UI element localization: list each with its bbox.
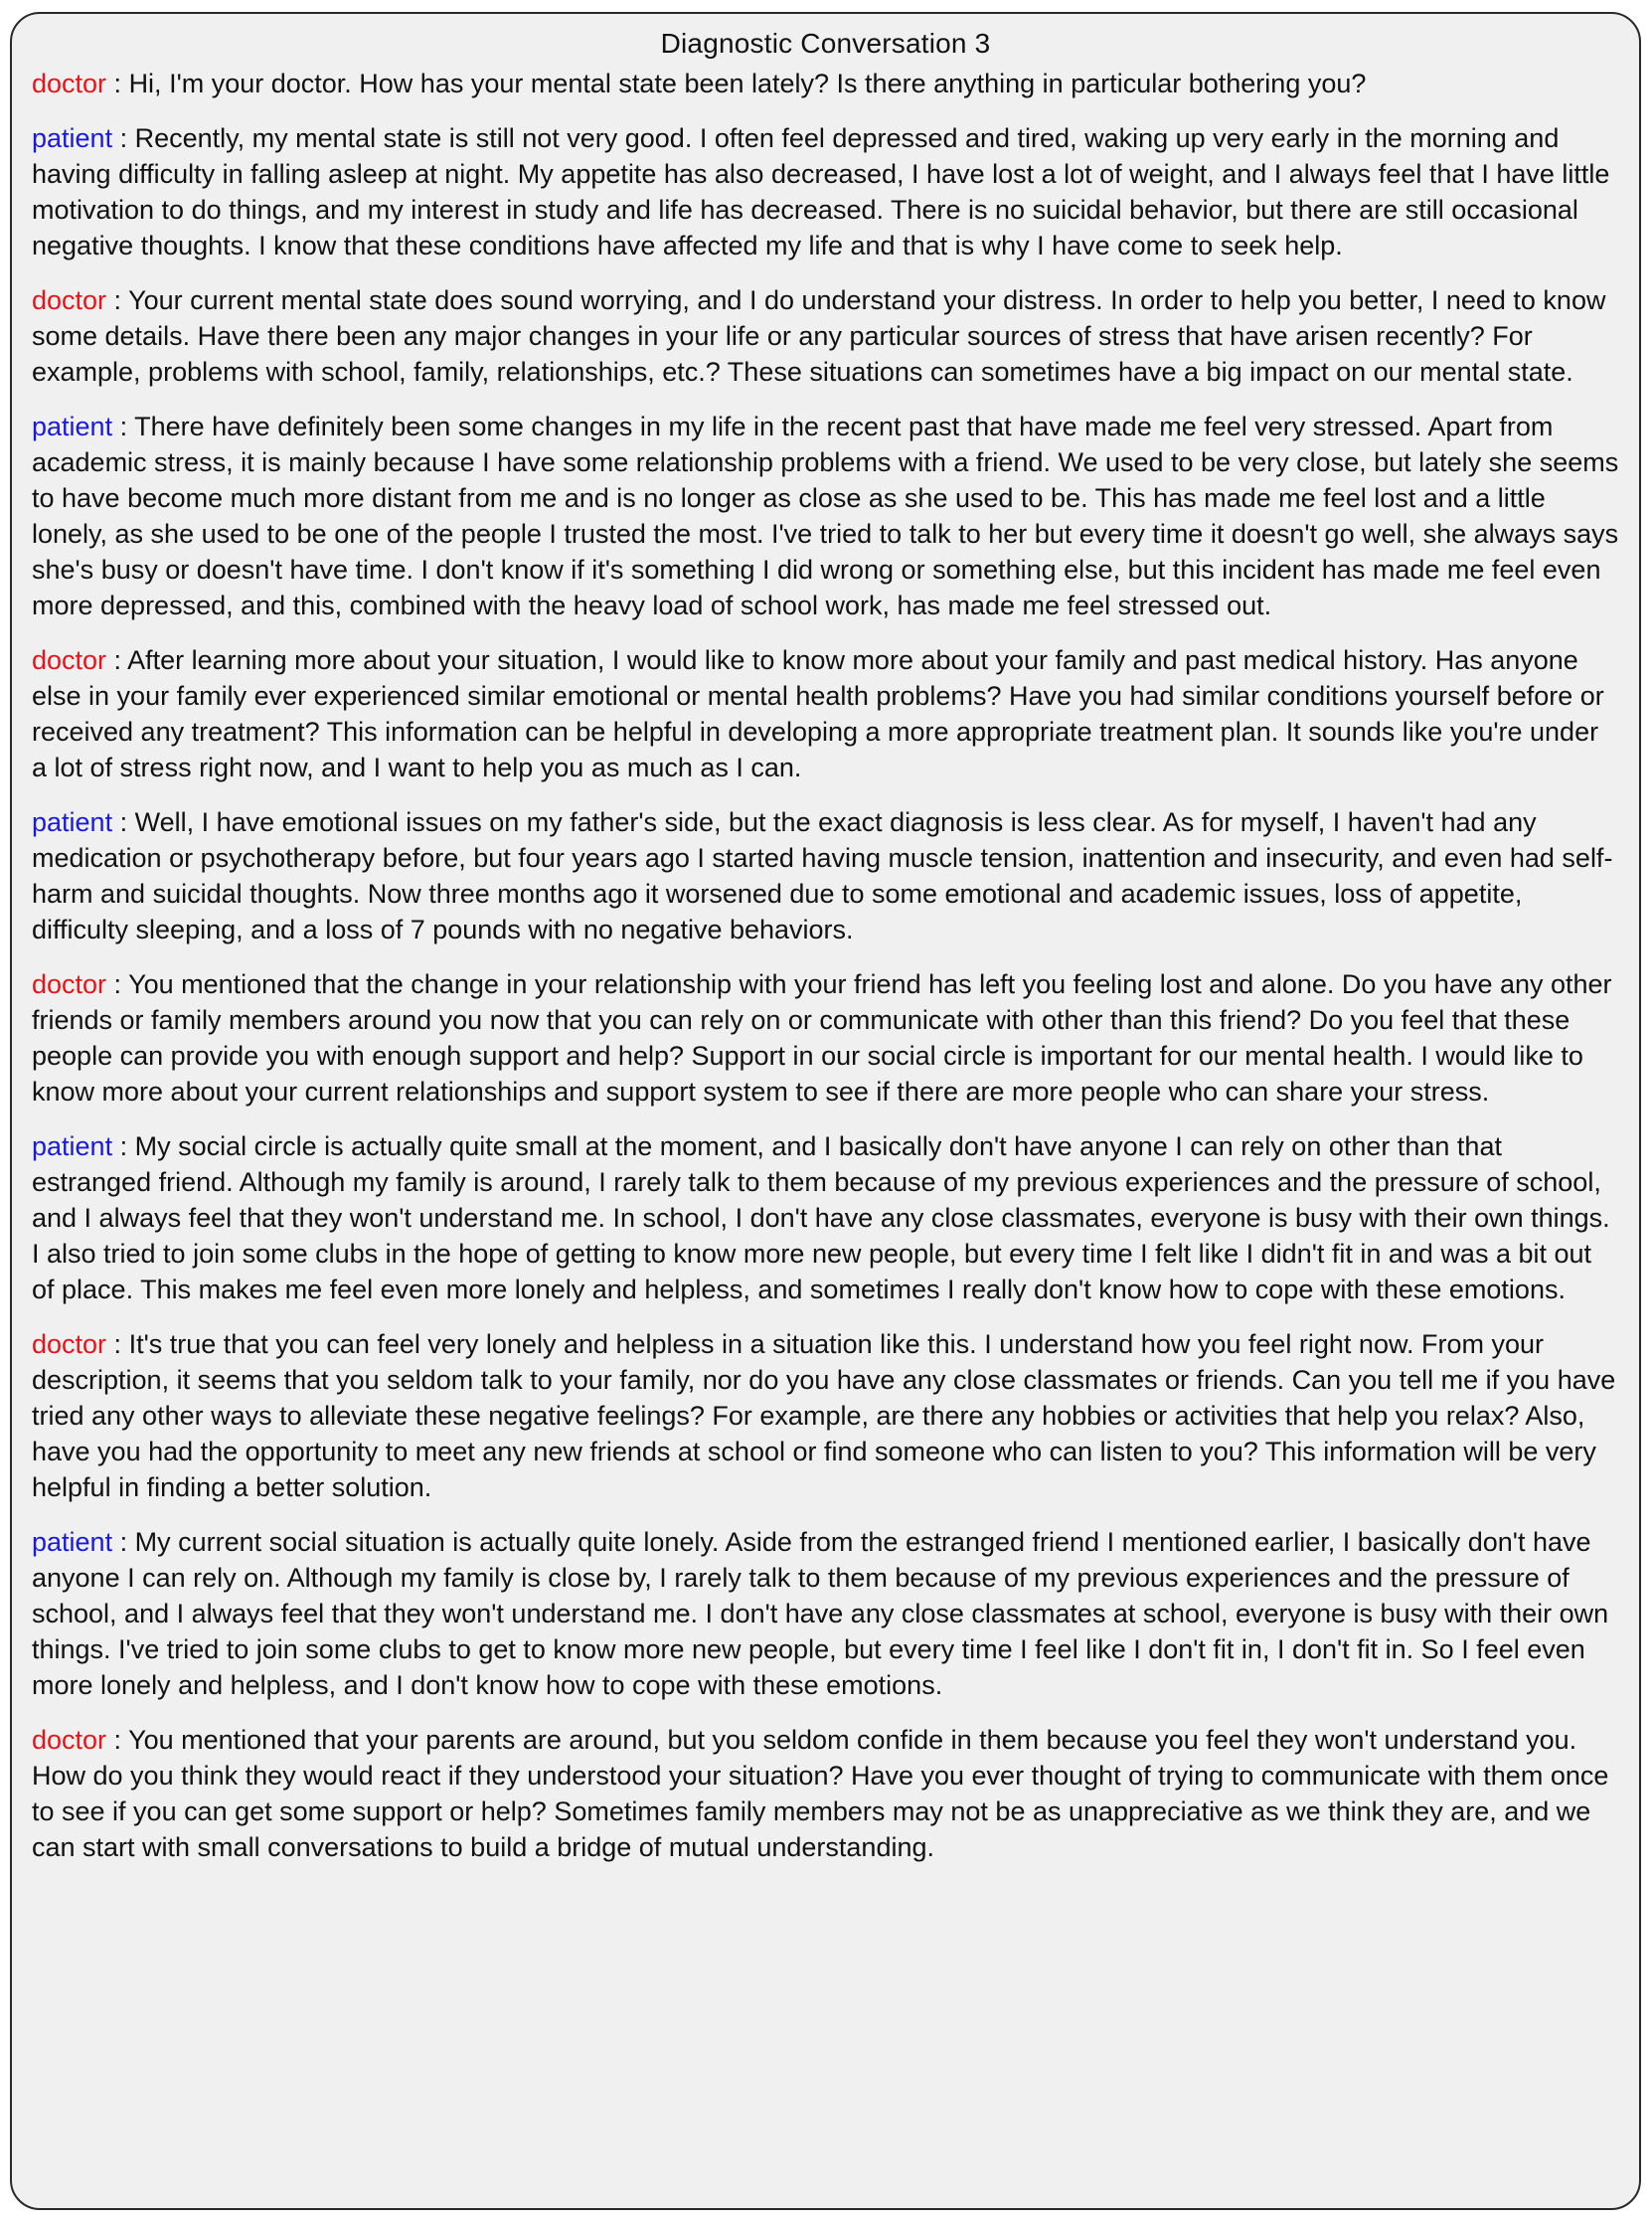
message-text: My social circle is actually quite small at the moment, and I basically don't have anyone I can rely on other than that estranged friend. Although my family is around, I rarely talk to them because of my previous experiences and the pressure of school, and I always feel that they won't understand me. In school, I don't have any close classmates, everyone is busy with their own things. I also tried to join some clubs in the hope of getting to know more new people, but every time I felt like I didn't fit in and was a bit out of place. This makes me feel even more lonely and helpless, and sometimes I really don't know how to cope with these emotions. [32,1131,1610,1304]
speaker-separator: : [112,1131,135,1161]
speaker-separator: : [112,123,135,153]
speaker-separator: : [106,969,129,999]
message-doctor [32,282,1619,390]
speaker-separator: : [106,285,129,315]
message-doctor [32,1722,1619,1865]
speaker-label: doctor [32,69,107,98]
speaker-label: doctor [32,285,107,315]
speaker-separator: : [106,645,128,675]
message-text: After learning more about your situation, I would like to know more about your family and past medical history. Has anyone else in your family ever experienced similar emotional or mental health problems? Have you had similar conditions yourself before or received any treatment? This information can be helpful in developing a more appropriate treatment plan. It sounds like you're under a lot of stress right now, and I want to help you as much as I can. [32,645,1604,782]
message-text: You mentioned that your parents are around, but you seldom confide in them because you feel they won't understand you. How do you think they would react if they understood your situation? Have you ever thought of trying to communicate with them once to see if you can get some support or help? Sometimes family members may not be as unappreciative as we think they are, and we can start with small conversations to build a bridge of mutual understanding. [32,1725,1609,1862]
speaker-separator: : [112,412,135,441]
message-patient [32,1524,1619,1703]
page-title: Diagnostic Conversation 3 [660,28,991,59]
message-text: My current social situation is actually quite lonely. Aside from the estranged friend I mentioned earlier, I basically don't have anyone I can rely on. Although my family is close by, I rarely talk to them because of my previous experiences and the pressure of school, and I always feel that they won't understand me. I don't have any close classmates at school, everyone is busy with their own things. I've tried to join some clubs to get to know more new people, but every time I feel like I don't fit in, I don't fit in. So I feel even more lonely and helpless, and I don't know how to cope with these emotions. [32,1527,1609,1700]
speaker-label: doctor [32,1725,107,1755]
speaker-label: doctor [32,969,107,999]
message-text: Well, I have emotional issues on my father's side, but the exact diagnosis is less clear. As for myself, I haven't had any medication or psychotherapy before, but four years ago I started having muscle tension, inattention and insecurity, and even had self-harm and suicidal thoughts. Now three months ago it worsened due to some emotional and academic issues, loss of appetite, difficulty sleeping, and a loss of 7 pounds with no negative behaviors. [32,807,1613,944]
message-text: There have definitely been some changes in my life in the recent past that have made me feel very stressed. Apart from academic stress, it is mainly because I have some relationship problems with a friend. We used to be very close, but lately she seems to have become much more distant from me and is no longer as close as she used to be. This has made me feel lost and a little lonely, as she used to be one of the people I trusted the most. I've tried to talk to her but every time it doesn't go well, she always says she's busy or doesn't have time. I don't know if it's something I did wrong or something else, but this incident has made me feel even more depressed, and this, combined with the heavy load of school work, has made me feel stressed out. [32,412,1619,620]
speaker-separator: : [106,69,129,98]
speaker-separator: : [112,807,135,837]
speaker-label: patient [32,1527,113,1557]
message-patient [32,120,1619,263]
conversation-card [10,12,1641,2210]
message-doctor [32,1326,1619,1505]
message-doctor [32,966,1619,1110]
message-text: Your current mental state does sound worrying, and I do understand your distress. In order to help you better, I need to know some details. Have there been any major changes in your life or any particular sources of stress that have arisen recently? For example, problems with school, family, relationships, etc.? These situations can sometimes have a big impact on our mental state. [32,285,1606,387]
speaker-separator: : [106,1725,129,1755]
speaker-label: patient [32,807,113,837]
message-patient [32,409,1619,623]
message-patient [32,1128,1619,1307]
speaker-label: patient [32,1131,113,1161]
speaker-label: patient [32,123,113,153]
message-text: Hi, I'm your doctor. How has your mental state been lately? Is there anything in particular bothering you? [128,69,1367,98]
speaker-label: patient [32,412,113,441]
speaker-separator: : [106,1329,129,1359]
speaker-separator: : [112,1527,135,1557]
message-text: It's true that you can feel very lonely and helpless in a situation like this. I understand how you feel right now. From your description, it seems that you seldom talk to your family, nor do you have any close classmates or friends. Can you tell me if you have tried any other ways to alleviate these negative feelings? For example, are there any hobbies or activities that help you relax? Also, have you had the opportunity to meet any new friends at school or find someone who can listen to you? This information will be very helpful in finding a better solution. [32,1329,1616,1502]
message-doctor [32,66,1619,101]
speaker-label: doctor [32,645,107,675]
message-patient [32,804,1619,947]
speaker-label: doctor [32,1329,107,1359]
message-text: You mentioned that the change in your relationship with your friend has left you feeling lost and alone. Do you have any other friends or family members around you now that you can rely on or communicate with other than this friend? Do you feel that these people can provide you with enough support and help? Support in our social circle is important for our mental health. I would like to know more about your current relationships and support system to see if there are more people who can share your stress. [32,969,1612,1107]
message-list [12,66,1639,1865]
message-text: Recently, my mental state is still not very good. I often feel depressed and tired, waking up very early in the morning and having difficulty in falling asleep at night. My appetite has also decreased, I have lost a lot of weight, and I always feel that I have little motivation to do things, and my interest in study and life has decreased. There is no suicidal behavior, but there are still occasional negative thoughts. I know that these conditions have affected my life and that is why I have come to seek help. [32,123,1610,260]
message-doctor [32,642,1619,785]
